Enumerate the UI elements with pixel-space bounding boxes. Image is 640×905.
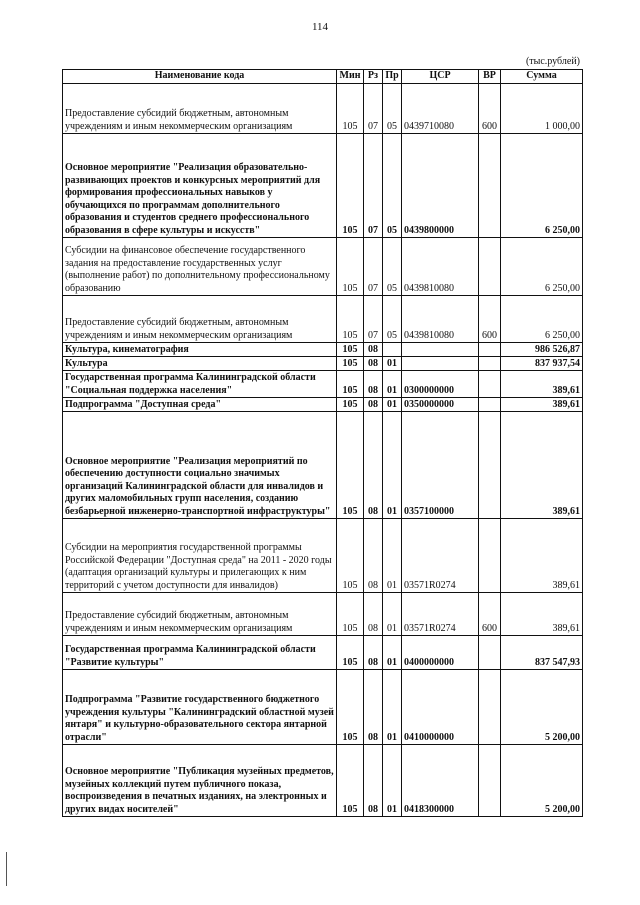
cell-pr: 05 [383, 134, 402, 238]
cell-vr [479, 238, 501, 296]
cell-min: 105 [337, 670, 364, 745]
table-row [63, 84, 583, 134]
cell-pr: 01 [383, 412, 402, 519]
cell-sum: 837 937,54 [501, 357, 583, 371]
cell-vr [479, 398, 501, 412]
cell-csr [402, 343, 479, 357]
cell-sum: 6 250,00 [501, 238, 583, 296]
table-row [63, 593, 583, 636]
cell-pr [383, 343, 402, 357]
cell-name: Подпрограмма "Доступная среда" [63, 398, 337, 412]
header-vr: ВР [479, 70, 501, 84]
cell-min: 105 [337, 745, 364, 817]
table-row [63, 412, 583, 519]
cell-rz: 08 [364, 636, 383, 670]
cell-sum: 389,61 [501, 398, 583, 412]
cell-min: 105 [337, 357, 364, 371]
cell-csr: 0410000000 [402, 670, 479, 745]
cell-pr: 05 [383, 296, 402, 343]
header-name: Наименование кода [63, 70, 337, 84]
unit-note: (тыс.рублей) [525, 56, 580, 67]
table-row [63, 636, 583, 670]
header-csr: ЦСР [402, 70, 479, 84]
cell-vr [479, 343, 501, 357]
cell-vr [479, 357, 501, 371]
table-row [63, 357, 583, 371]
cell-vr: 600 [479, 296, 501, 343]
cell-name: Субсидии на финансовое обеспечение государственного задания на предоставление государственных услуг (выполнение работ) по дополнительному профессиональному образованию [63, 238, 337, 296]
cell-csr: 0400000000 [402, 636, 479, 670]
cell-pr: 01 [383, 357, 402, 371]
cell-sum: 6 250,00 [501, 134, 583, 238]
cell-rz: 07 [364, 238, 383, 296]
cell-name: Субсидии на мероприятия государственной программы Российской Федерации "Доступная среда" на 2011 - 2020 годы (адаптация организаций культуры и прилегающих к ним территорий с учетом доступности для инвалидов) [63, 519, 337, 593]
cell-csr: 03571R0274 [402, 593, 479, 636]
cell-rz: 08 [364, 398, 383, 412]
cell-rz: 08 [364, 343, 383, 357]
cell-name: Государственная программа Калининградской области "Развитие культуры" [63, 636, 337, 670]
cell-vr [479, 636, 501, 670]
cell-sum: 5 200,00 [501, 670, 583, 745]
scan-edge-mark [6, 852, 7, 886]
cell-pr: 01 [383, 745, 402, 817]
table-row [63, 134, 583, 238]
cell-rz: 08 [364, 670, 383, 745]
cell-min: 105 [337, 343, 364, 357]
budget-table [62, 69, 583, 817]
cell-min: 105 [337, 593, 364, 636]
cell-csr: 0418300000 [402, 745, 479, 817]
cell-sum: 5 200,00 [501, 745, 583, 817]
cell-csr [402, 357, 479, 371]
cell-sum: 837 547,93 [501, 636, 583, 670]
cell-pr: 01 [383, 519, 402, 593]
cell-name: Предоставление субсидий бюджетным, автономным учреждениям и иным некоммерческим организациям [63, 296, 337, 343]
cell-sum: 6 250,00 [501, 296, 583, 343]
table-row [63, 296, 583, 343]
page-number: 114 [311, 21, 329, 33]
cell-min: 105 [337, 519, 364, 593]
cell-pr: 01 [383, 371, 402, 398]
cell-vr [479, 371, 501, 398]
cell-vr: 600 [479, 593, 501, 636]
cell-rz: 08 [364, 593, 383, 636]
cell-pr: 01 [383, 636, 402, 670]
cell-min: 105 [337, 238, 364, 296]
cell-csr: 0439710080 [402, 84, 479, 134]
cell-min: 105 [337, 134, 364, 238]
cell-name: Культура [63, 357, 337, 371]
cell-csr: 0439810080 [402, 238, 479, 296]
cell-name: Государственная программа Калининградской области "Социальная поддержка населения" [63, 371, 337, 398]
table-row [63, 238, 583, 296]
header-min: Мин [337, 70, 364, 84]
table-row [63, 398, 583, 412]
header-sum: Сумма [501, 70, 583, 84]
cell-rz: 07 [364, 134, 383, 238]
cell-csr: 0357100000 [402, 412, 479, 519]
header-pr: Пр [383, 70, 402, 84]
cell-min: 105 [337, 371, 364, 398]
cell-pr: 01 [383, 670, 402, 745]
cell-rz: 08 [364, 519, 383, 593]
cell-csr: 0439810080 [402, 296, 479, 343]
cell-rz: 07 [364, 84, 383, 134]
cell-vr [479, 745, 501, 817]
cell-csr: 03571R0274 [402, 519, 479, 593]
cell-name: Основное мероприятие "Реализация мероприятий по обеспечению доступности социально значимых организаций Калининградской области для инвалидов и других маломобильных групп населения, созданию безбарьерной инженерно-транспортной инфраструктуры" [63, 412, 337, 519]
cell-csr: 0350000000 [402, 398, 479, 412]
table-row [63, 745, 583, 817]
cell-name: Предоставление субсидий бюджетным, автономным учреждениям и иным некоммерческим организациям [63, 593, 337, 636]
cell-sum: 389,61 [501, 519, 583, 593]
cell-csr: 0439800000 [402, 134, 479, 238]
cell-sum: 1 000,00 [501, 84, 583, 134]
header-row [63, 70, 583, 84]
cell-min: 105 [337, 84, 364, 134]
cell-sum: 986 526,87 [501, 343, 583, 357]
cell-pr: 05 [383, 238, 402, 296]
cell-pr: 01 [383, 398, 402, 412]
cell-min: 105 [337, 296, 364, 343]
cell-rz: 08 [364, 745, 383, 817]
table-row [63, 371, 583, 398]
cell-vr [479, 412, 501, 519]
cell-rz: 08 [364, 357, 383, 371]
cell-rz: 08 [364, 412, 383, 519]
cell-pr: 01 [383, 593, 402, 636]
header-rz: Рз [364, 70, 383, 84]
cell-pr: 05 [383, 84, 402, 134]
cell-name: Основное мероприятие "Реализация образовательно-развивающих проектов и конкурсных мероприятий для формирования профессиональных навыков у обучающихся по программам дополнительного образования и студентов среднего профессионального образования в сфере культуры и искусств" [63, 134, 337, 238]
cell-vr: 600 [479, 84, 501, 134]
cell-min: 105 [337, 398, 364, 412]
cell-name: Основное мероприятие "Публикация музейных предметов, музейных коллекций путем публичного показа, воспроизведения в печатных изданиях, на электронных и других видах носителей" [63, 745, 337, 817]
cell-rz: 08 [364, 371, 383, 398]
cell-name: Культура, кинематография [63, 343, 337, 357]
cell-name: Предоставление субсидий бюджетным, автономным учреждениям и иным некоммерческим организациям [63, 84, 337, 134]
table-row [63, 670, 583, 745]
cell-rz: 07 [364, 296, 383, 343]
cell-sum: 389,61 [501, 593, 583, 636]
cell-min: 105 [337, 412, 364, 519]
cell-sum: 389,61 [501, 412, 583, 519]
cell-vr [479, 134, 501, 238]
cell-csr: 0300000000 [402, 371, 479, 398]
cell-min: 105 [337, 636, 364, 670]
cell-vr [479, 670, 501, 745]
cell-sum: 389,61 [501, 371, 583, 398]
cell-name: Подпрограмма "Развитие государственного бюджетного учреждения культуры "Калининградский областной музей янтаря" и культурно-образовательного сектора янтарной отрасли" [63, 670, 337, 745]
table-row [63, 519, 583, 593]
cell-vr [479, 519, 501, 593]
table-row [63, 343, 583, 357]
